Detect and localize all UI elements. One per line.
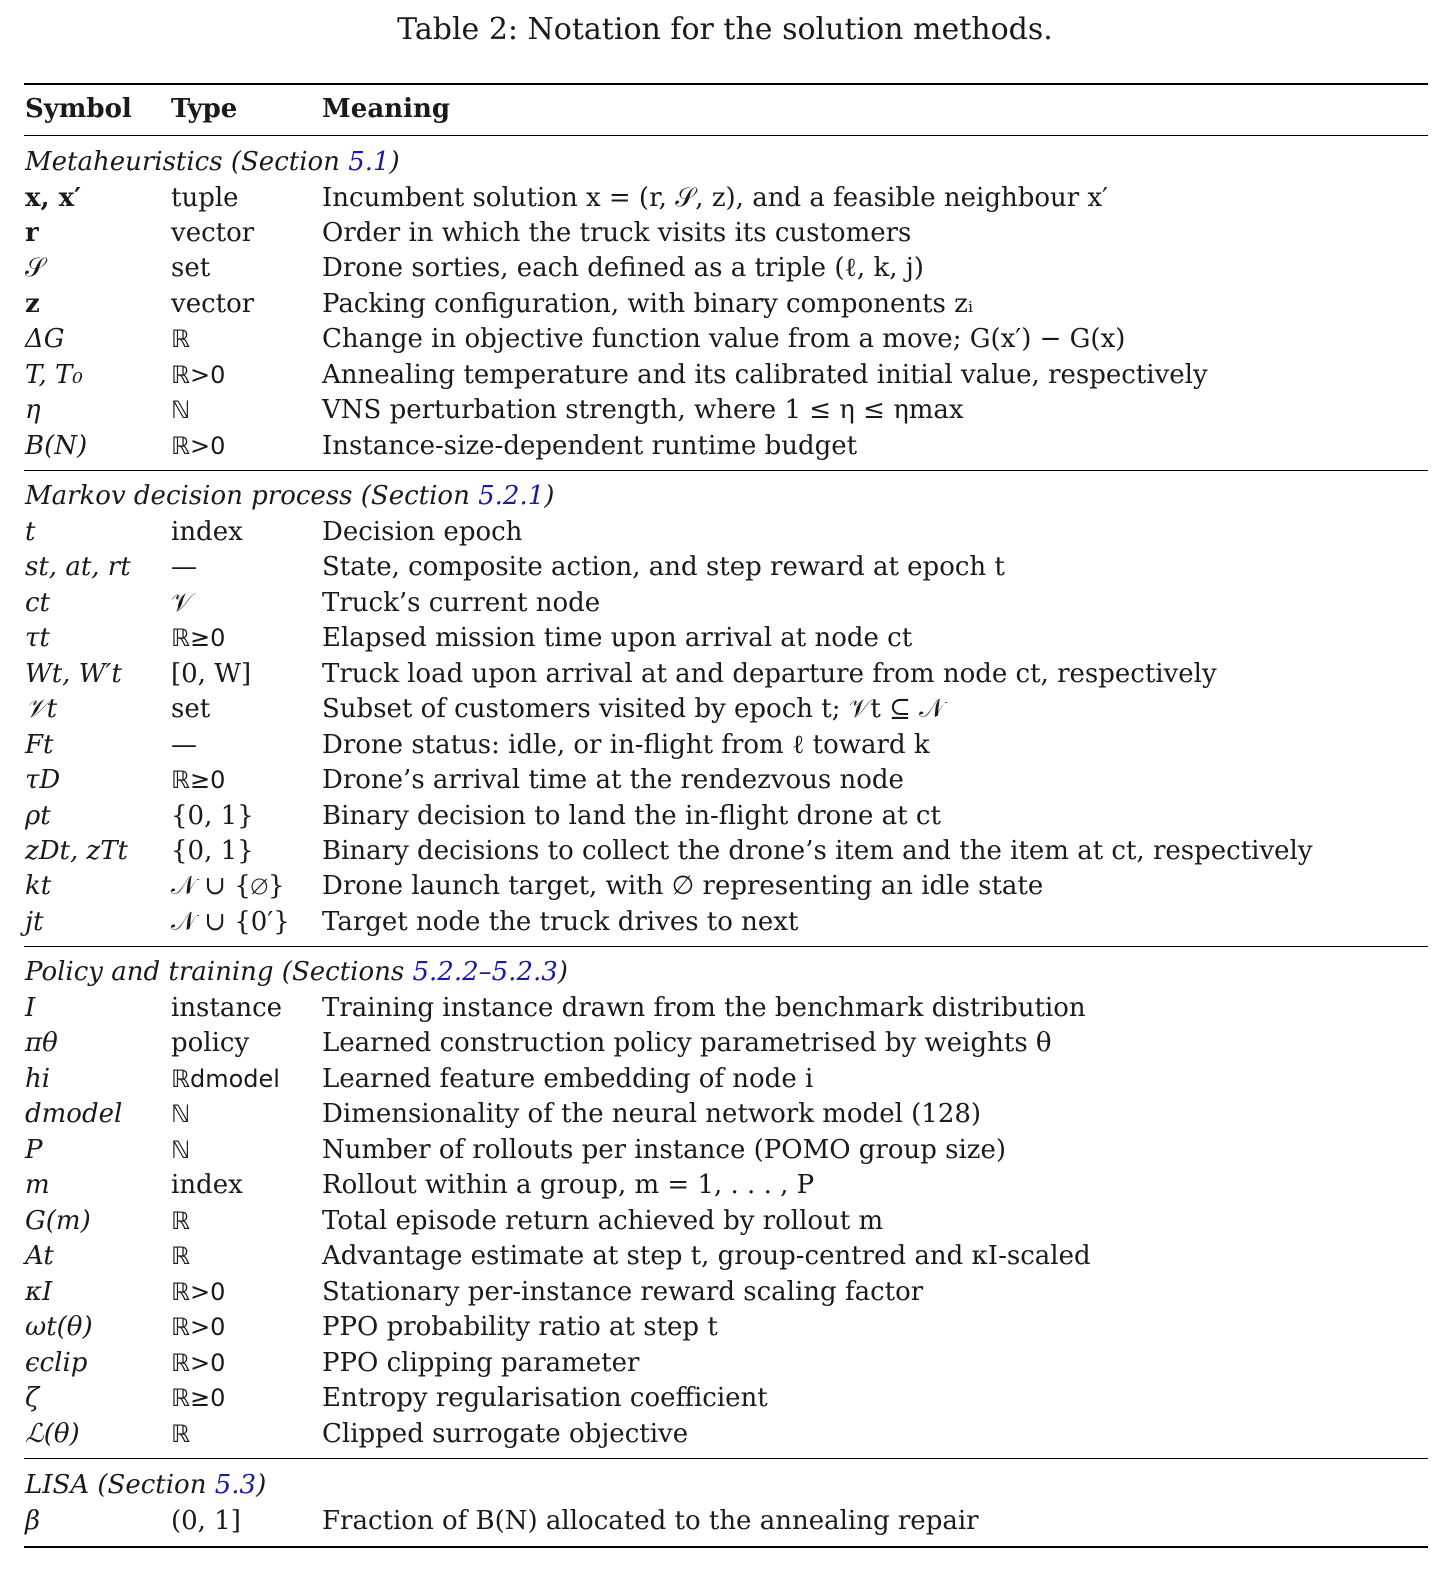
table-row: [0, 1096, 1450, 1132]
section-ref-link[interactable]: 5.2.2–5.2.3: [412, 957, 558, 987]
table-row: [0, 321, 1450, 357]
table-row: [0, 215, 1450, 251]
type-cell: vector: [171, 218, 255, 248]
table-row: [0, 585, 1450, 621]
table-row: [0, 1345, 1450, 1381]
symbol-cell: η: [25, 395, 41, 425]
meaning-cell: Binary decision to land the in-flight drone at ct: [322, 801, 941, 831]
section-heading-mdp: Markov decision process (Section 5.2.1): [25, 481, 555, 511]
table-row: [0, 1309, 1450, 1345]
meaning-cell: Incumbent solution x = (r, 𝒮, z), and a feasible neighbour x′: [322, 183, 1109, 213]
section-rule: [24, 470, 1428, 471]
type-cell: ℝ: [171, 325, 191, 353]
section-heading-policy-training: Policy and training (Sections 5.2.2–5.2.3): [25, 957, 568, 987]
symbol-cell: zDt, zTt: [25, 836, 129, 866]
type-cell: ℝdmodel: [171, 1065, 280, 1093]
meaning-cell: Learned feature embedding of node i: [322, 1064, 814, 1094]
symbol-cell: β: [25, 1506, 41, 1536]
meaning-cell: Decision epoch: [322, 517, 523, 547]
table-row: [0, 1274, 1450, 1310]
meaning-cell: Drone sorties, each defined as a triple (ℓ, k, j): [322, 253, 924, 283]
symbol-cell: ρt: [25, 801, 51, 831]
symbol-cell: τD: [25, 765, 61, 795]
symbol-cell: ωt(θ): [25, 1312, 93, 1342]
table-row: [0, 990, 1450, 1026]
meaning-cell: Elapsed mission time upon arrival at node ct: [322, 623, 913, 653]
table-row: [0, 727, 1450, 763]
table-row: [0, 1203, 1450, 1239]
symbol-cell: ct: [25, 588, 51, 618]
top-rule: [24, 83, 1428, 85]
type-cell: ℝ: [171, 1207, 191, 1235]
type-cell: 𝒱: [171, 588, 193, 618]
table-row: [0, 549, 1450, 585]
table-row: [0, 392, 1450, 428]
type-cell: ℝ>0: [171, 1278, 226, 1306]
meaning-cell: Advantage estimate at step t, group-centred and κI-scaled: [322, 1241, 1091, 1271]
symbol-cell: st, at, rt: [25, 552, 131, 582]
section-heading-lisa: LISA (Section 5.3): [25, 1470, 267, 1500]
header-type: Type: [171, 94, 238, 124]
symbol-cell: 𝒱t: [25, 694, 58, 724]
table-row: [0, 1061, 1450, 1097]
table-caption: Table 2: Notation for the solution methods.: [397, 12, 1053, 47]
type-cell: {0, 1}: [171, 801, 254, 831]
type-cell: tuple: [171, 183, 239, 213]
table-row: [0, 904, 1450, 940]
meaning-cell: PPO clipping parameter: [322, 1348, 640, 1378]
type-cell: instance: [171, 993, 283, 1023]
type-cell: policy: [171, 1028, 250, 1058]
type-cell: set: [171, 253, 211, 283]
meaning-cell: Change in objective function value from a move; G(x′) − G(x): [322, 324, 1126, 354]
table-row: [0, 1238, 1450, 1274]
type-cell: index: [171, 1170, 243, 1200]
meaning-cell: Training instance drawn from the benchmark distribution: [322, 993, 1086, 1023]
table-row: [0, 1025, 1450, 1061]
symbol-cell: dmodel: [25, 1099, 123, 1129]
type-cell: ℝ: [171, 1420, 191, 1448]
type-cell: ℝ≥0: [171, 1384, 226, 1412]
symbol-cell: κI: [25, 1277, 53, 1307]
table-row: [0, 286, 1450, 322]
type-cell: ℝ≥0: [171, 624, 226, 652]
symbol-cell: Ft: [25, 730, 54, 760]
meaning-cell: Clipped surrogate objective: [322, 1419, 689, 1449]
symbol-cell: kt: [25, 871, 52, 901]
table-row: [0, 656, 1450, 692]
type-cell: {0, 1}: [171, 836, 254, 866]
table-row: [0, 1380, 1450, 1416]
meaning-cell: Order in which the truck visits its customers: [322, 218, 912, 248]
type-cell: set: [171, 694, 211, 724]
table-row: [0, 1132, 1450, 1168]
symbol-cell: ℒ(θ): [25, 1419, 80, 1449]
type-cell: ℝ: [171, 1242, 191, 1270]
table-row: [0, 1416, 1450, 1452]
meaning-cell: Learned construction policy parametrised by weights θ: [322, 1028, 1052, 1058]
bottom-rule: [24, 1546, 1428, 1548]
symbol-cell: B(N): [25, 431, 88, 461]
table-row: [0, 1167, 1450, 1203]
meaning-cell: Drone launch target, with ∅ representing an idle state: [322, 871, 1044, 901]
table-row: [0, 428, 1450, 464]
meaning-cell: Total episode return achieved by rollout m: [322, 1206, 884, 1236]
table-row: [0, 833, 1450, 869]
section-heading-metaheuristics: Metaheuristics (Section 5.1): [25, 147, 400, 177]
meaning-cell: Stationary per-instance reward scaling factor: [322, 1277, 924, 1307]
symbol-cell: r: [25, 218, 39, 248]
type-cell: vector: [171, 289, 255, 319]
header-rule: [24, 135, 1428, 136]
symbol-cell: ΔG: [25, 324, 65, 354]
type-cell: —: [171, 552, 197, 582]
table-row: [0, 1503, 1450, 1539]
meaning-cell: PPO probability ratio at step t: [322, 1312, 718, 1342]
type-cell: ℝ>0: [171, 361, 226, 389]
symbol-cell: jt: [25, 907, 44, 937]
type-cell: ℝ>0: [171, 1349, 226, 1377]
section-rule: [24, 1458, 1428, 1459]
section-ref-link[interactable]: 5.2.1: [478, 481, 545, 511]
symbol-cell: 𝒮: [25, 253, 46, 283]
type-cell: [0, W]: [171, 659, 252, 689]
type-cell: ℝ>0: [171, 1313, 226, 1341]
meaning-cell: State, composite action, and step reward at epoch t: [322, 552, 1005, 582]
table-row: [0, 620, 1450, 656]
meaning-cell: Instance-size-dependent runtime budget: [322, 431, 858, 461]
meaning-cell: Dimensionality of the neural network model (128): [322, 1099, 982, 1129]
table-row: [0, 798, 1450, 834]
table-row: [0, 250, 1450, 286]
symbol-cell: ζ: [25, 1383, 40, 1413]
table-row: [0, 868, 1450, 904]
meaning-cell: Drone’s arrival time at the rendezvous node: [322, 765, 904, 795]
meaning-cell: Truck’s current node: [322, 588, 601, 618]
type-cell: ℕ: [171, 1100, 191, 1128]
symbol-cell: Wt, W′t: [25, 659, 122, 689]
table-row: [0, 180, 1450, 216]
meaning-cell: Rollout within a group, m = 1, . . . , P: [322, 1170, 815, 1200]
symbol-cell: At: [25, 1241, 54, 1271]
meaning-cell: VNS perturbation strength, where 1 ≤ η ≤ ηmax: [322, 395, 964, 425]
symbol-cell: z: [25, 289, 40, 319]
meaning-cell: Truck load upon arrival at and departure from node ct, respectively: [322, 659, 1217, 689]
section-ref-link[interactable]: 5.3: [214, 1470, 257, 1500]
section-rule: [24, 946, 1428, 947]
symbol-cell: T, T₀: [25, 360, 83, 390]
type-cell: ℕ: [171, 396, 191, 424]
type-cell: —: [171, 730, 197, 760]
type-cell: 𝒩 ∪ {0′}: [171, 907, 290, 937]
symbol-cell: t: [25, 517, 36, 547]
header-symbol: Symbol: [25, 94, 132, 124]
type-cell: ℝ≥0: [171, 766, 226, 794]
symbol-cell: I: [25, 993, 36, 1023]
table-row: [0, 514, 1450, 550]
header-meaning: Meaning: [322, 94, 451, 124]
symbol-cell: P: [25, 1135, 43, 1165]
type-cell: index: [171, 517, 243, 547]
meaning-cell: Binary decisions to collect the drone’s item and the item at ct, respectively: [322, 836, 1313, 866]
type-cell: ℕ: [171, 1136, 191, 1164]
header-row: [0, 91, 1450, 127]
symbol-cell: m: [25, 1170, 50, 1200]
table-row: [0, 691, 1450, 727]
type-cell: 𝒩 ∪ {∅}: [171, 871, 285, 901]
symbol-cell: hi: [25, 1064, 51, 1094]
symbol-cell: πθ: [25, 1028, 58, 1058]
meaning-cell: Subset of customers visited by epoch t; 𝒱t ⊆ 𝒩: [322, 694, 945, 724]
symbol-cell: τt: [25, 623, 50, 653]
symbol-cell: G(m): [25, 1206, 91, 1236]
meaning-cell: Annealing temperature and its calibrated initial value, respectively: [322, 360, 1208, 390]
meaning-cell: Entropy regularisation coefficient: [322, 1383, 768, 1413]
table-row: [0, 762, 1450, 798]
symbol-cell: ϵclip: [25, 1348, 88, 1378]
meaning-cell: Target node the truck drives to next: [322, 907, 799, 937]
meaning-cell: Drone status: idle, or in-flight from ℓ toward k: [322, 730, 930, 760]
meaning-cell: Fraction of B(N) allocated to the annealing repair: [322, 1506, 979, 1536]
type-cell: ℝ>0: [171, 432, 226, 460]
meaning-cell: Packing configuration, with binary components zᵢ: [322, 289, 974, 319]
meaning-cell: Number of rollouts per instance (POMO group size): [322, 1135, 1007, 1165]
section-ref-link[interactable]: 5.1: [348, 147, 390, 177]
symbol-cell: x, x′: [25, 183, 81, 213]
type-cell: (0, 1]: [171, 1506, 241, 1536]
table-row: [0, 357, 1450, 393]
